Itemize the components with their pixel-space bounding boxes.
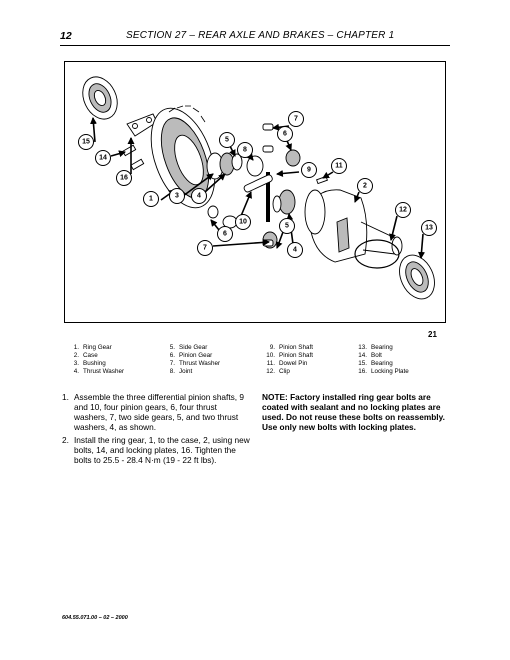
svg-text:14: 14 xyxy=(99,154,107,162)
exploded-view-figure xyxy=(64,61,446,323)
leader-lines xyxy=(93,115,423,258)
legend-item: 14. Bolt xyxy=(358,352,382,359)
step-text: Assemble the three differential pinion shafts, 9 and 10, four pinion gears, 6, four thrust washers, 7, two side gears, 5, and two thrust washers, 4, as shown. xyxy=(74,392,245,432)
legend-item: 4. Thrust Washer xyxy=(73,368,125,375)
svg-text:5: 5 xyxy=(285,222,289,230)
legend-item: 12. Clip xyxy=(266,368,290,375)
svg-text:9: 9 xyxy=(307,166,311,174)
svg-text:4: 4 xyxy=(197,192,201,200)
callout-15 xyxy=(79,135,94,150)
legend-item: 8. Joint xyxy=(169,368,193,375)
legend-item: 10. Pinion Shaft xyxy=(266,352,313,359)
legend-item: 2. Case xyxy=(73,352,98,359)
callout-4-lower xyxy=(288,243,303,258)
svg-text:11: 11 xyxy=(335,162,343,170)
legend-item: 9. Pinion Shaft xyxy=(269,344,313,351)
callout-2 xyxy=(358,179,373,194)
legend-item: 5. Side Gear xyxy=(169,344,208,351)
svg-text:16: 16 xyxy=(120,174,128,182)
legend-item: 3. Bushing xyxy=(73,360,106,367)
legend-item: 1. Ring Gear xyxy=(73,344,112,351)
svg-text:3: 3 xyxy=(175,192,179,200)
callout-5-lower xyxy=(280,219,295,234)
note-text: NOTE: Factory installed ring gear bolts are coated with sealant and no locking plates are used. Do not reuse these bolts on reassembly. Use only new bolts with locking plates. xyxy=(262,392,445,432)
callout-4 xyxy=(192,189,207,204)
legend-item: 13. Bearing xyxy=(358,344,393,351)
legend-item: 11. Dowel Pin xyxy=(266,360,308,367)
bearing-13-drawing xyxy=(393,249,441,304)
callout-1 xyxy=(144,192,159,207)
differential-exploded-diagram xyxy=(65,62,445,322)
svg-text:6: 6 xyxy=(223,230,227,238)
footer-doc-code: 604.55.071.00 – 02 – 2000 xyxy=(62,615,128,621)
svg-text:5: 5 xyxy=(225,136,229,144)
svg-text:13: 13 xyxy=(425,224,433,232)
svg-text:7: 7 xyxy=(203,244,207,252)
side-gear-left-drawing xyxy=(207,153,263,179)
callout-5 xyxy=(220,133,235,148)
callout-10 xyxy=(236,215,251,230)
legend-item: 6. Pinion Gear xyxy=(169,352,213,359)
page-header xyxy=(60,28,450,44)
svg-text:7: 7 xyxy=(294,115,298,123)
step-text: Install the ring gear, 1, to the case, 2, using new bolts, 14, and locking plates, 16. Tighten the bolts to 25.5 - 28.4 N·m (19 - 22 ft lbs). xyxy=(74,435,250,465)
callout-13 xyxy=(422,221,437,236)
legend-item: 16. Locking Plate xyxy=(358,368,409,375)
legend-item: 15. Bearing xyxy=(358,360,393,367)
callout-7-lower xyxy=(198,241,213,256)
legend-item: 7. Thrust Washer xyxy=(169,360,221,367)
header-rule xyxy=(60,45,450,46)
procedure-step: 1. Assemble the three differential pinion shafts, 9 and 10, four pinion gears, 6, four thrust washers, 7, two side gears, 5, and two thrust washers, 4, as shown. xyxy=(62,392,245,432)
dowel-pin-11-drawing xyxy=(317,176,328,183)
side-gear-right-drawing xyxy=(273,190,295,214)
svg-text:6: 6 xyxy=(283,130,287,138)
svg-text:4: 4 xyxy=(293,246,297,254)
callout-6 xyxy=(278,127,293,142)
svg-text:10: 10 xyxy=(239,218,247,226)
figure-number: 21 xyxy=(428,330,437,339)
callout-6-lower xyxy=(218,227,233,242)
callout-9 xyxy=(302,163,317,178)
callout-8 xyxy=(238,143,253,158)
callout-14 xyxy=(96,151,111,166)
callout-16 xyxy=(117,171,132,186)
procedure-step: 2. Install the ring gear, 1, to the case, 2, using new bolts, 14, and locking plates, 16. Tighten the bolts to 25.5 - 28.4 N·m (19 - 22 ft lbs). xyxy=(62,435,250,465)
case-2-drawing xyxy=(305,190,402,262)
svg-text:12: 12 xyxy=(399,206,407,214)
page-number: 12 xyxy=(60,30,72,42)
procedure-steps xyxy=(62,392,252,468)
bearing-15-drawing xyxy=(76,71,124,124)
svg-text:8: 8 xyxy=(243,146,247,154)
section-title: SECTION 27 – REAR AXLE AND BRAKES – CHAPTER 1 xyxy=(126,30,395,41)
callout-12 xyxy=(396,203,411,218)
callout-7 xyxy=(289,112,304,127)
callout-3 xyxy=(170,189,185,204)
svg-text:2: 2 xyxy=(363,182,367,190)
bolts-14-drawing xyxy=(123,145,144,169)
svg-text:15: 15 xyxy=(82,138,90,146)
callout-11 xyxy=(332,159,347,174)
svg-text:1: 1 xyxy=(149,195,153,203)
